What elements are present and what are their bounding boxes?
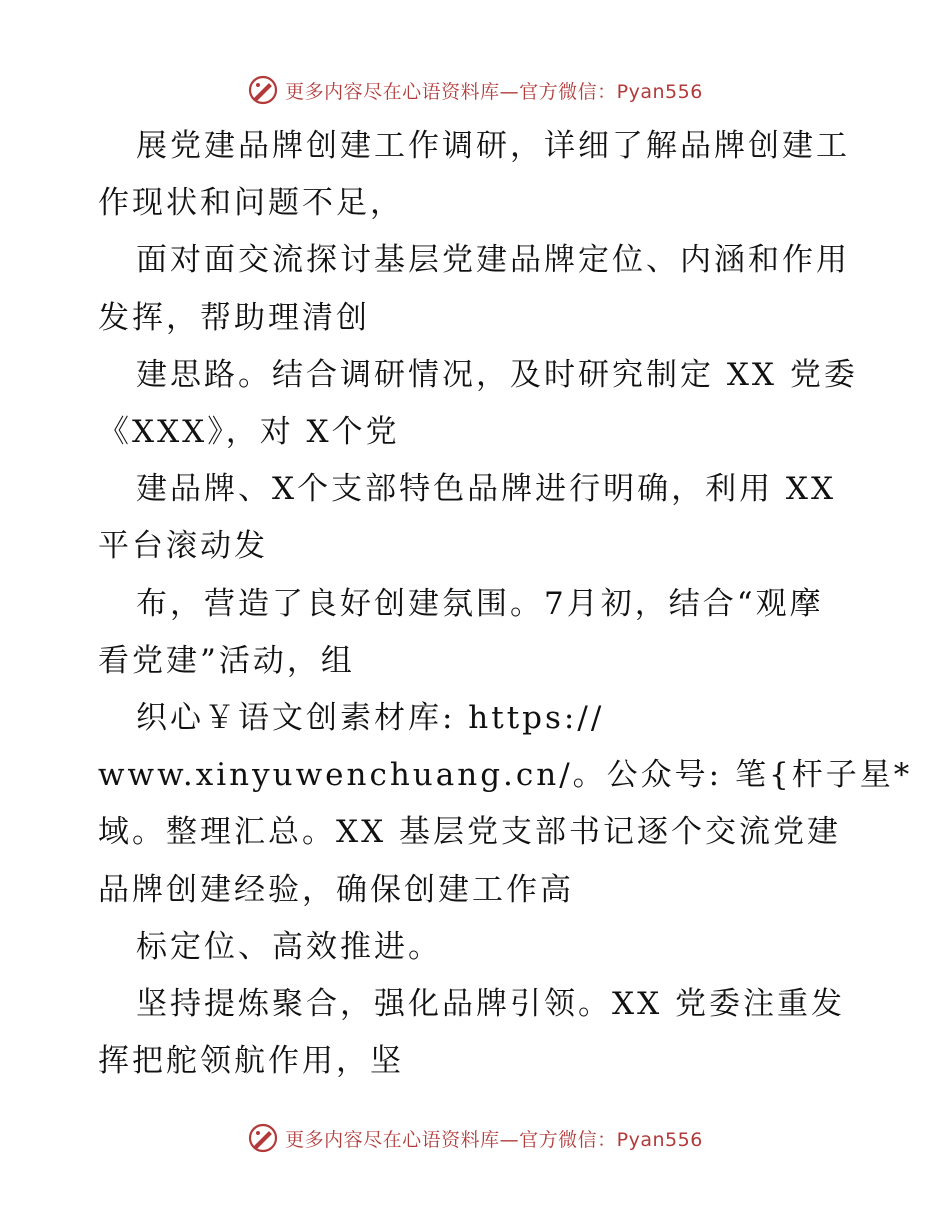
watermark-text: 更多内容尽在心语资料库—官方微信：Pyan556 — [285, 1128, 703, 1151]
body-line: 作现状和问题不足， — [98, 185, 404, 222]
body-line: 《XXX》，对 X个党 — [98, 414, 400, 451]
body-line: 建品牌、X个支部特色品牌进行明确，利用 XX — [136, 471, 837, 508]
body-line: 看党建”活动，组 — [98, 642, 355, 679]
body-line: 域。整理汇总。XX 基层党支部书记逐个交流党建 — [98, 814, 841, 851]
body-line: 标定位、高效推进。 — [136, 928, 442, 965]
watermark-footer — [0, 1122, 950, 1154]
body-line: 挥把舵领航作用，坚 — [98, 1043, 404, 1080]
body-line: 建思路。结合调研情况，及时研究制定 XX 党委 — [136, 356, 858, 393]
watermark-text: 更多内容尽在心语资料库—官方微信：Pyan556 — [285, 80, 703, 103]
watermark-header — [0, 74, 950, 106]
pen-logo-icon — [247, 1122, 279, 1154]
body-line: www.xinyuwenchuang.cn/。公众号: 笔{杆子星* — [98, 757, 913, 794]
body-line: 品牌创建经验，确保创建工作高 — [98, 871, 574, 908]
document-body — [98, 118, 913, 1090]
pen-logo-icon — [247, 74, 279, 106]
body-line: 发挥，帮助理清创 — [98, 299, 370, 336]
body-line: 织心￥语文创素材库: https:// — [136, 700, 605, 737]
body-line: 面对面交流探讨基层党建品牌定位、内涵和作用 — [136, 242, 850, 279]
body-line: 展党建品牌创建工作调研，详细了解品牌创建工 — [136, 128, 850, 164]
body-line: 布，营造了良好创建氛围。7月初，结合“观摩 — [136, 585, 824, 622]
body-line: 平台滚动发 — [98, 528, 268, 565]
body-line: 坚持提炼聚合，强化品牌引领。XX 党委注重发 — [136, 986, 845, 1023]
